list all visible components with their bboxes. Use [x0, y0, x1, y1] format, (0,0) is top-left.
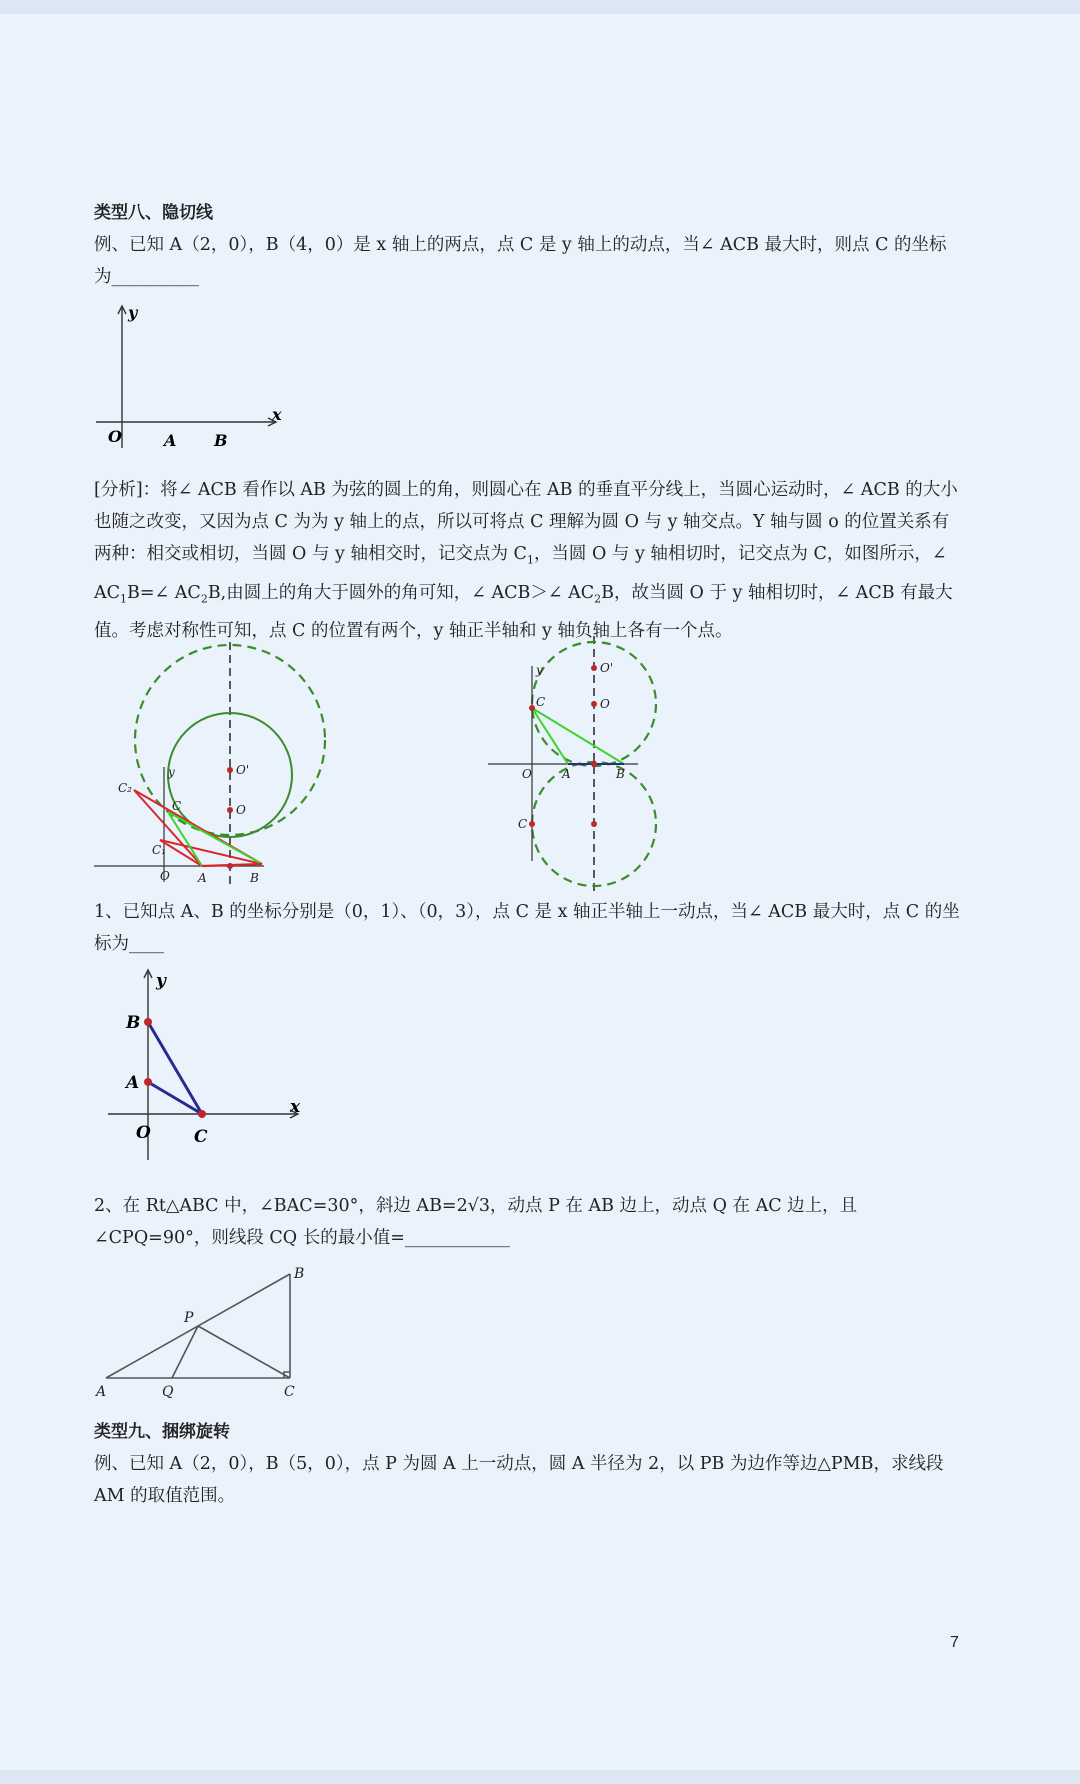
figure-axes-ab	[94, 300, 294, 450]
analysis-paragraph: [分析]：将∠ ACB 看作以 AB 为弦的圆上的角，则圆心在 AB 的垂直平分线上，当圆心运动时，∠ ACB 的大小也随之改变，又因为点 C 为为 y 轴上的点，所以可将点 C 理解为圆 O 与 y 轴交点。Y 轴与圆 o 的位置关系有两种：相交或相切，当圆 O 与 y 轴相交时，记交点为 $C_1$，当圆 O 与 y 轴相切时，记交点为 C，如图所示，∠ $AC_1B=\angle$ $AC_2B$,由圆上的角大于圆外的角可知，∠ ACB＞∠ $AC_2B$，故当圆 O 于 y 轴相切时，∠ ACB 有最大值。考虑对称性可知，点 C 的位置有两个，y 轴正半轴和 y 轴负轴上各有一个点。	[94, 480, 958, 641]
section-9-example: 例、已知 A（2，0），B（5，0），点 P 为圆 A 上一动点，圆 A 半径为 2，以 PB 为边作等边△PMB，求线段 AM 的取值范围。	[94, 1454, 944, 1506]
section-8-example: 例、已知 A（2，0），B（4，0）是 x 轴上的两点，点 C 是 y 轴上的动点，当∠ ACB 最大时，则点 C 的坐标为__________	[94, 235, 947, 287]
origin-label: O	[108, 427, 122, 446]
q1-y-label: y	[156, 971, 166, 991]
label-c2: C₂	[118, 781, 132, 795]
top-bar	[0, 0, 1080, 14]
q2-c-label: C	[284, 1384, 295, 1400]
bottom-bar	[0, 1770, 1080, 1784]
label-o-right: O	[600, 697, 610, 711]
label-origin-right: O	[522, 767, 532, 781]
label-a-right: A	[562, 767, 571, 781]
q1-c-label: C	[194, 1127, 208, 1147]
section-8-title: 类型八、隐切线	[94, 203, 213, 223]
q2-p-label: P	[184, 1310, 194, 1326]
figure-circles-right	[488, 636, 668, 896]
point-b-label: B	[214, 431, 228, 450]
label-oprime: O'	[236, 763, 250, 777]
axis-x-label: x	[272, 405, 282, 424]
label-b: B	[250, 871, 259, 885]
label-oprime-right: O'	[600, 661, 614, 675]
question-2: 2、在 Rt△ABC 中，∠BAC=30°，斜边 AB=2√3，动点 P 在 AB 边上，动点 Q 在 AC 边上，且∠CPQ=90°，则线段 CQ 长的最小值=____________	[94, 1196, 858, 1248]
point-a-label: A	[164, 431, 177, 450]
q1-o-label: O	[136, 1123, 151, 1143]
question-1: 1、已知点 A、B 的坐标分别是（0，1）、（0，3），点 C 是 x 轴正半轴上一动点，当∠ ACB 最大时，点 C 的坐标为____	[94, 902, 960, 954]
label-c: C	[172, 799, 182, 813]
label-a: A	[198, 871, 207, 885]
q1-a-label: A	[126, 1073, 140, 1093]
page-number: 7	[950, 1634, 959, 1651]
section-9-title: 类型九、捆绑旋转	[94, 1422, 230, 1442]
label-o: O	[236, 803, 246, 817]
document-page	[0, 14, 1080, 1770]
q2-q-label: Q	[162, 1384, 174, 1400]
q1-x-label: x	[290, 1097, 301, 1117]
q1-b-label: B	[126, 1013, 141, 1033]
label-c-right: C	[536, 695, 546, 709]
label-origin: O	[160, 869, 170, 883]
label-c-lower: C	[518, 817, 528, 831]
axis-y-label: y	[128, 303, 138, 322]
figure-q1	[100, 964, 310, 1164]
figure-circles-left	[94, 642, 344, 892]
label-y-right: y	[536, 663, 543, 677]
label-y: y	[168, 765, 175, 779]
q2-b-label: B	[294, 1266, 305, 1282]
figure-q2-triangle	[94, 1260, 324, 1400]
label-b-right: B	[616, 767, 625, 781]
q2-a-label: A	[96, 1384, 107, 1400]
label-c1: C₁	[152, 843, 166, 857]
